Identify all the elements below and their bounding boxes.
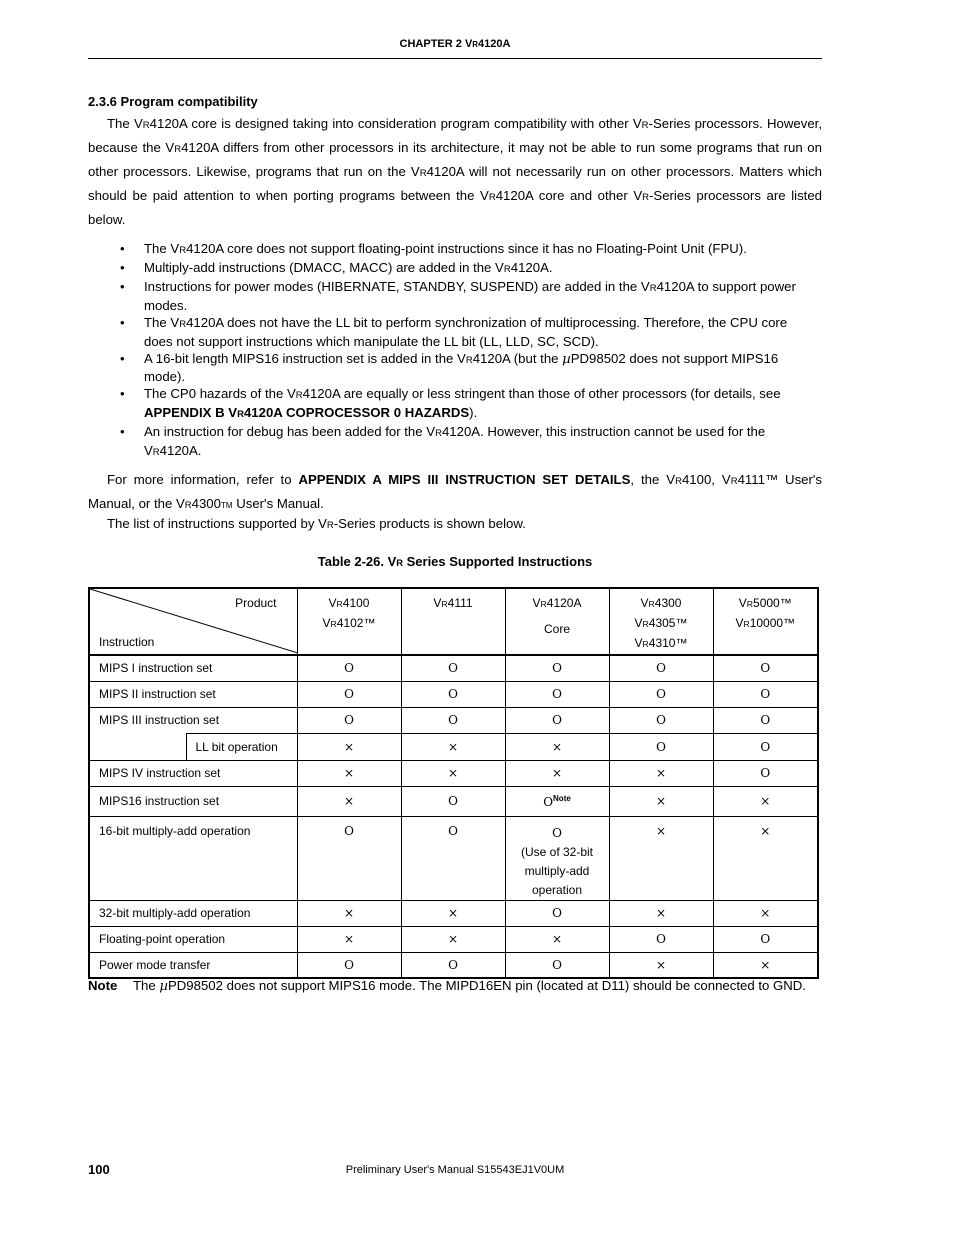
header-chapter: CHAPTER 2 V — [399, 38, 473, 50]
list-item — [88, 241, 822, 260]
note-text — [133, 978, 823, 996]
bullet-text: Instructions for power modes (HIBERNATE, STANDBY, SUSPEND) are added in the V — [144, 278, 650, 294]
subscript-r: R — [435, 428, 442, 440]
header-subscript: R — [472, 40, 479, 49]
col-name: 4305™ — [648, 616, 688, 630]
support-mark: × — [609, 900, 713, 926]
intro-text: -Series processors. However, because the V — [88, 116, 822, 155]
support-mark: O — [609, 733, 713, 760]
v-letter: V — [640, 596, 649, 610]
table-row — [89, 733, 818, 760]
col-vr4100 — [297, 588, 401, 655]
appendix-b-reference: 4120A COPROCESSOR 0 HAZARDS — [243, 405, 470, 421]
subscript-r: R — [540, 599, 547, 609]
para-text: The list of instructions supported by V — [107, 516, 327, 531]
support-mark: × — [609, 816, 713, 900]
para-text: 4300 — [191, 496, 221, 511]
support-mark: O — [297, 681, 401, 707]
row-label: Floating-point operation — [89, 926, 297, 952]
header-chapter-tail: 4120A — [478, 38, 511, 50]
subscript-r: R — [237, 409, 244, 421]
support-mark: O — [297, 707, 401, 733]
col-vr4300 — [609, 588, 713, 655]
row-label: MIPS16 instruction set — [89, 786, 297, 816]
support-mark: × — [713, 816, 818, 900]
reference-paragraph — [88, 469, 822, 517]
row-label: MIPS IV instruction set — [89, 760, 297, 786]
bullet-text: The V — [144, 241, 180, 256]
bullet-text: The V — [144, 314, 180, 330]
table-row — [89, 926, 818, 952]
subscript-r: R — [649, 282, 657, 294]
running-header — [88, 38, 822, 50]
subscript-r: R — [152, 446, 160, 458]
intro-text: 4120A will not necessarily run on other processors. Matters which should be paid attention to when porting programs between the V — [88, 164, 822, 203]
col-name: 4310™ — [648, 636, 688, 650]
v-letter: V — [433, 596, 442, 610]
bullet-icon: • — [120, 350, 125, 366]
support-mark: O — [609, 681, 713, 707]
bullet-text: 4120A. However, this instruction cannot be used for the V — [144, 424, 766, 458]
col-name: 4111 — [447, 596, 473, 610]
subscript-r: R — [675, 476, 682, 487]
support-mark: O — [713, 926, 818, 952]
col-name: Core — [543, 622, 570, 636]
intro-text: -Series processors are listed below. — [88, 188, 823, 227]
bullet-text: An instruction for debug has been added for the V — [144, 424, 436, 440]
table-header-row — [89, 588, 818, 655]
subscript-r: R — [174, 144, 182, 155]
para-text: 4111™ User's Manual, or the V — [88, 472, 823, 511]
support-mark: O — [401, 707, 505, 733]
col-name: 4100 — [342, 596, 370, 610]
support-mark: O — [713, 707, 818, 733]
subscript-r: R — [142, 120, 150, 131]
list-item — [88, 424, 822, 462]
bullet-icon: • — [120, 278, 125, 294]
v-letter: V — [322, 616, 331, 630]
product-label: Product — [235, 596, 277, 610]
support-mark: O — [401, 786, 505, 816]
micro-symbol: µ — [562, 351, 571, 367]
support-mark: O — [609, 926, 713, 952]
compatibility-list — [88, 241, 822, 462]
list-item — [88, 315, 822, 351]
micro-symbol: µ — [159, 979, 168, 994]
support-mark: O — [297, 952, 401, 978]
bullet-icon: • — [120, 259, 125, 275]
para-text: -Series products is shown below. — [333, 516, 526, 531]
col-name: 10000™ — [749, 616, 796, 630]
subscript-r: R — [488, 192, 496, 203]
subscript-r: R — [642, 192, 650, 203]
bullet-text: 4120A are equally or less stringent than those of other processors (for details, see — [302, 386, 781, 402]
intro-text: 4120A core and other V — [495, 188, 643, 203]
bullet-icon: • — [120, 314, 125, 330]
support-mark: O — [401, 681, 505, 707]
support-mark: O — [297, 655, 401, 681]
cell-note-text: operation — [531, 882, 583, 897]
table-caption — [88, 554, 822, 569]
list-intro-paragraph — [88, 513, 822, 537]
v-letter: V — [532, 596, 541, 610]
bullet-icon: • — [120, 386, 125, 402]
subscript-r: R — [648, 599, 655, 609]
instruction-label: Instruction — [99, 635, 155, 649]
support-mark: O — [543, 794, 554, 809]
table-row — [89, 786, 818, 816]
support-mark: O — [401, 952, 505, 978]
indent-spacer — [89, 733, 186, 760]
note-part: PD98502 does not support MIPS16 mode. The MIPD16EN pin (located at D11) should be connected to GND. — [167, 978, 806, 993]
header-rule — [88, 58, 822, 59]
support-mark: × — [401, 926, 505, 952]
support-mark: × — [505, 760, 609, 786]
table-row — [89, 900, 818, 926]
support-mark: × — [713, 952, 818, 978]
row-label: MIPS I instruction set — [89, 655, 297, 681]
bullet-text: 4120A does not have the LL bit to perform synchronization of multiprocessing. Therefore, the CPU core does not support instructions which manipulate the LL bit (LL, LLD, SC, SCD). — [144, 314, 788, 349]
support-mark: O — [713, 760, 818, 786]
col-vr5000 — [713, 588, 818, 655]
para-text: , the V — [630, 472, 676, 487]
bullet-text: 4120A. — [159, 442, 202, 458]
multiply-add-vr4120a-cell — [505, 816, 609, 900]
col-name: 4300 — [654, 596, 682, 610]
subscript-r: R — [746, 599, 754, 609]
table-row — [89, 655, 818, 681]
subscript-r: R — [419, 168, 427, 179]
support-mark: × — [609, 786, 713, 816]
table-row — [89, 760, 818, 786]
col-name: 5000™ — [753, 596, 792, 610]
support-mark: O — [505, 681, 609, 707]
list-item — [88, 279, 822, 315]
support-mark: O — [552, 825, 562, 840]
v-letter: V — [634, 616, 643, 630]
list-item — [88, 386, 822, 424]
bullet-text: The CP0 hazards of the V — [144, 386, 296, 402]
support-mark: × — [401, 760, 505, 786]
cell-note-text: multiply-add — [524, 863, 590, 878]
table-row — [89, 681, 818, 707]
support-mark: × — [505, 733, 609, 760]
support-mark: O — [713, 681, 818, 707]
support-mark: O — [713, 733, 818, 760]
col-name: 4120A — [546, 596, 582, 610]
appendix-a-reference: APPENDIX A MIPS III INSTRUCTION SET DETAILS — [298, 472, 631, 487]
subscript-r: R — [295, 390, 303, 402]
caption-text: Table 2-26. V — [317, 554, 397, 569]
support-mark: O — [609, 707, 713, 733]
support-mark: × — [713, 786, 818, 816]
support-mark: × — [609, 760, 713, 786]
table-row — [89, 707, 818, 733]
support-mark: × — [297, 760, 401, 786]
table-row — [89, 816, 818, 900]
support-mark: O — [713, 655, 818, 681]
bullet-text: A 16-bit length MIPS16 instruction set is added in the V — [144, 350, 466, 366]
cell-note-text: (Use of 32-bit — [520, 844, 594, 859]
support-mark: × — [713, 900, 818, 926]
intro-text: The V — [107, 116, 143, 131]
row-label: MIPS III instruction set — [89, 707, 297, 733]
subscript-r: R — [330, 619, 337, 629]
col-vr4120a — [505, 588, 609, 655]
subscript-r: R — [326, 520, 334, 531]
supported-instructions-table — [88, 587, 819, 979]
support-mark: O — [505, 707, 609, 733]
support-mark: × — [401, 733, 505, 760]
support-mark: × — [297, 733, 401, 760]
support-mark: O — [401, 816, 505, 900]
note-reference: Note — [553, 793, 571, 803]
v-letter: V — [735, 616, 744, 630]
para-text: For more information, refer to — [107, 472, 299, 487]
v-letter: V — [738, 596, 747, 610]
para-text: User's Manual. — [232, 496, 324, 511]
bullet-text: 4120A core does not support floating-point instructions since it has no Floating-Point Unit (FPU). — [186, 241, 747, 256]
bullet-text: Multiply-add instructions (DMACC, MACC) are added in the V — [144, 259, 504, 275]
row-label: 32-bit multiply-add operation — [89, 900, 297, 926]
col-vr4111 — [401, 588, 505, 655]
bullet-text: PD98502 does not support MIPS16 mode). — [144, 350, 779, 385]
support-mark: O — [505, 900, 609, 926]
row-label: 16-bit multiply-add operation — [89, 816, 297, 900]
support-mark: × — [297, 900, 401, 926]
note-label: Note — [88, 978, 118, 993]
footer-text: Preliminary User's Manual S15543EJ1V0UM — [345, 1164, 565, 1176]
support-mark: × — [401, 900, 505, 926]
list-item — [88, 351, 822, 387]
bullet-icon: • — [120, 241, 125, 256]
subscript-r: R — [184, 500, 192, 511]
support-mark: O — [401, 655, 505, 681]
support-mark: × — [297, 926, 401, 952]
caption-text: Series Supported Instructions — [403, 554, 593, 569]
bullet-icon: • — [120, 424, 125, 440]
support-mark: × — [609, 952, 713, 978]
support-mark: × — [297, 786, 401, 816]
intro-text: 4120A core is designed taking into consideration program compatibility with other V — [149, 116, 642, 131]
v-letter: V — [634, 636, 643, 650]
support-mark: O — [297, 816, 401, 900]
subscript-r: R — [179, 245, 187, 256]
bullet-text: 4120A (but the — [472, 350, 563, 366]
trademark-mark: TM — [220, 501, 233, 510]
row-label: MIPS II instruction set — [89, 681, 297, 707]
subscript-r: R — [642, 619, 649, 629]
support-mark: O — [505, 655, 609, 681]
section-title: 2.3.6 Program compatibility — [88, 94, 258, 109]
subscript-r: R — [503, 263, 511, 275]
mips16-vr4120a-cell — [505, 786, 609, 816]
subscript-r: R — [730, 476, 738, 487]
row-label: Power mode transfer — [89, 952, 297, 978]
subscript-r: R — [336, 599, 343, 609]
page-number: 100 — [88, 1162, 110, 1177]
v-letter: V — [328, 596, 337, 610]
support-mark: O — [505, 952, 609, 978]
subscript-r: R — [642, 639, 649, 649]
subscript-r: R — [465, 354, 473, 366]
subscript-r: R — [396, 558, 403, 568]
list-item — [88, 260, 822, 279]
note-part: The — [133, 978, 160, 993]
intro-text: 4120A differs from other processors in its architecture, it may not be able to run some programs that run on other processors. Likewise, programs that run on the V — [88, 140, 822, 179]
subscript-r: R — [441, 599, 448, 609]
table-row — [89, 952, 818, 978]
appendix-b-reference: APPENDIX B V — [144, 405, 238, 421]
intro-paragraph — [88, 113, 822, 231]
support-mark: × — [505, 926, 609, 952]
support-mark: O — [609, 655, 713, 681]
bullet-text: ). — [469, 405, 478, 421]
subscript-r: R — [179, 318, 187, 330]
bullet-text: 4120A. — [510, 259, 553, 275]
col-name: 4102™ — [336, 616, 376, 630]
subscript-r: R — [641, 120, 649, 131]
corner-header-cell — [89, 588, 297, 655]
row-label: LL bit operation — [186, 733, 297, 760]
bullet-text: 4120A to support power modes. — [144, 278, 796, 313]
subscript-r: R — [743, 619, 750, 629]
para-text: 4100, V — [681, 472, 731, 487]
